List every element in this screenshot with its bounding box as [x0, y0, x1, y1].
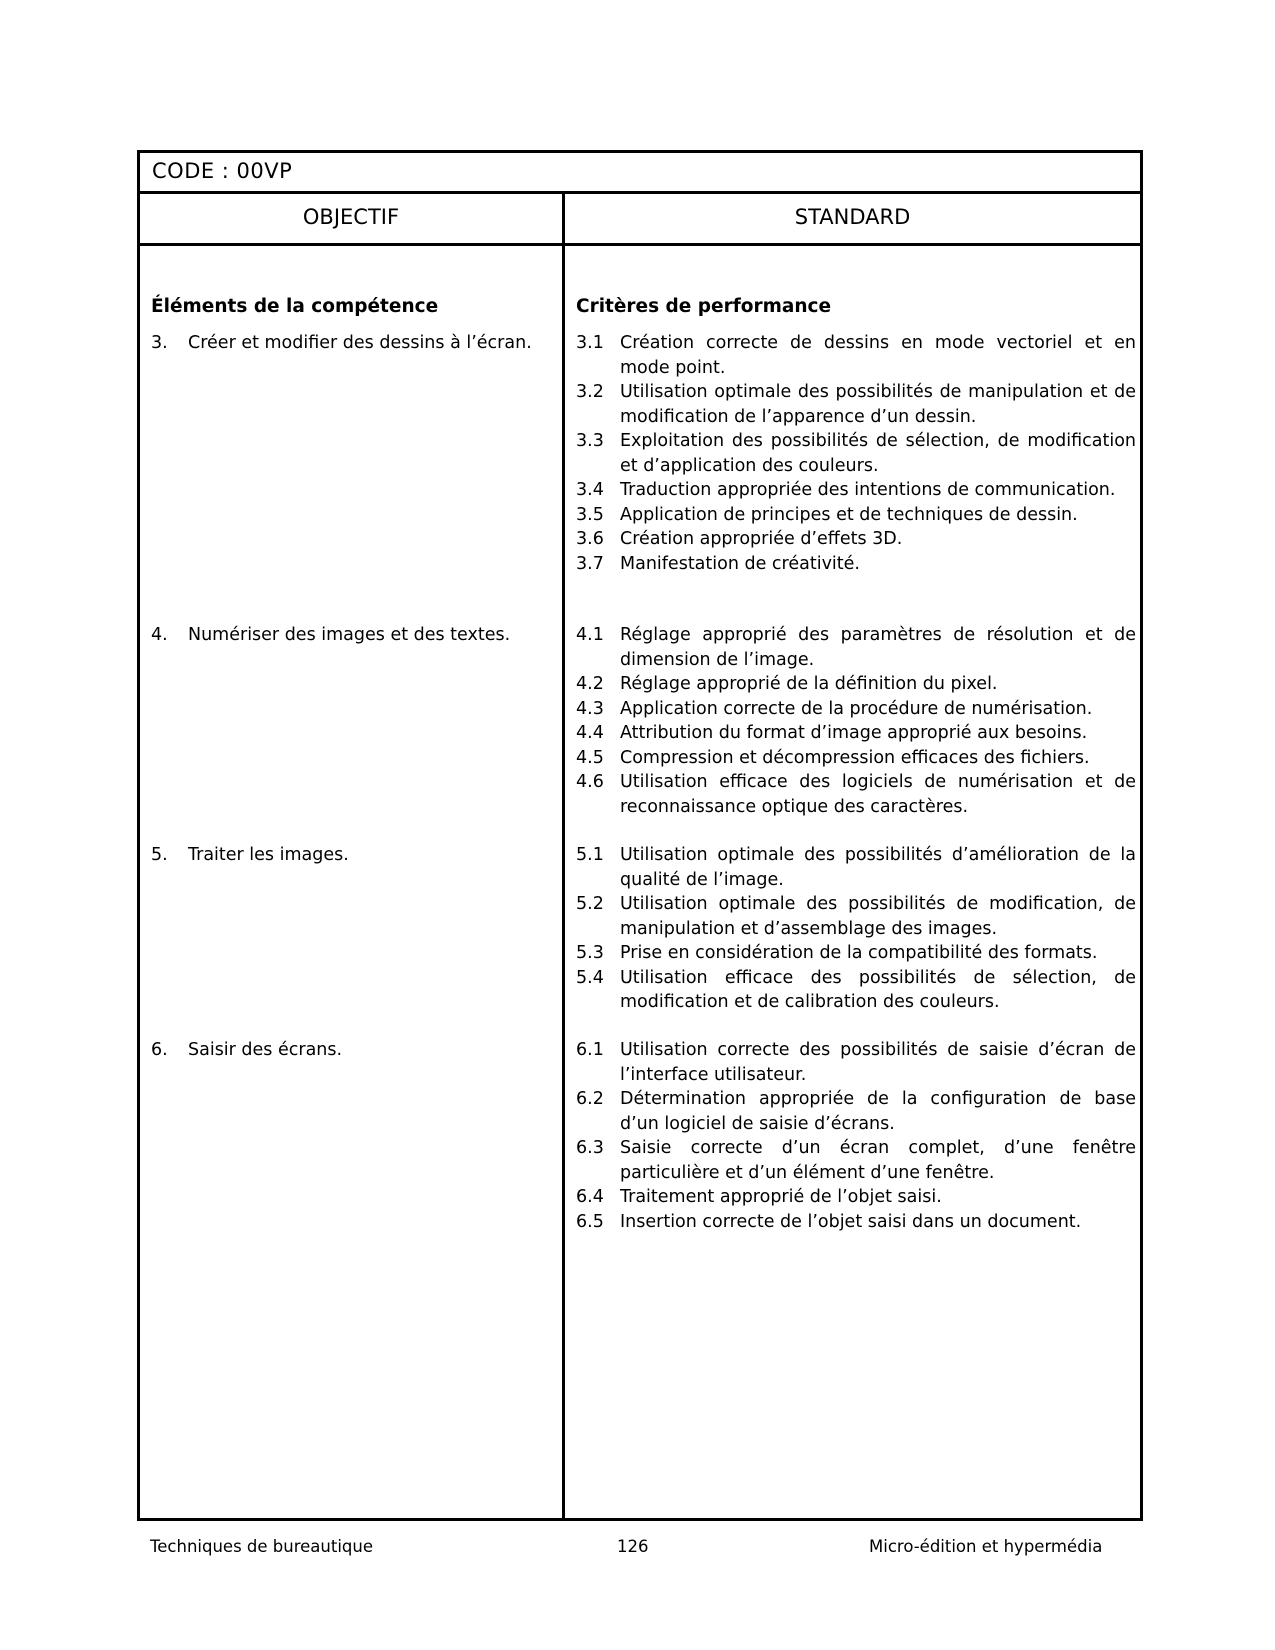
- criterion-text: Utilisation efficace des possibilités de sélection, de modification et de calibration des couleurs.: [620, 967, 1136, 1012]
- criterion-text: Application correcte de la procédure de numérisation.: [620, 698, 1093, 719]
- criterion-text: Réglage approprié de la définition du pixel.: [620, 674, 998, 694]
- criterion-item: [576, 1185, 1136, 1210]
- criterion-text: Utilisation optimale des possibilités de modification, de manipulation et d’assemblage des images.: [620, 894, 1136, 939]
- element-text: Numériser des images et des textes.: [188, 625, 511, 645]
- header-objectif: OBJECTIF: [302, 205, 400, 229]
- criterion-item: [576, 552, 1136, 577]
- criterion-text: Insertion correcte de l’objet saisi dans un document.: [620, 1211, 1082, 1232]
- criterion-number: 4.6: [576, 772, 604, 792]
- criterion-item: [576, 697, 1136, 722]
- criterion-item: [576, 843, 1136, 892]
- criterion-number: 3.6: [576, 529, 604, 549]
- criterion-number: 4.2: [576, 674, 604, 694]
- criterion-text: Saisie correcte d’un écran complet, d’une fenêtre particulière et d’un élément d’une fenêtre.: [620, 1138, 1136, 1183]
- code-row: [140, 153, 1140, 194]
- criterion-number: 6.3: [576, 1138, 604, 1158]
- footer-program: Techniques de bureautique: [150, 1537, 373, 1556]
- criterion-number: 4.4: [576, 723, 604, 743]
- criterion-text: Traduction appropriée des intentions de communication.: [620, 480, 1116, 500]
- criteria-group-3: [576, 331, 1136, 576]
- criterion-item: [576, 1087, 1136, 1136]
- criterion-item: [576, 672, 1136, 697]
- criterion-number: 4.1: [576, 625, 604, 645]
- criteria-group-5: [576, 843, 1136, 1015]
- criterion-number: 6.1: [576, 1040, 604, 1060]
- criterion-text: Attribution du format d’image approprié aux besoins.: [620, 723, 1088, 743]
- element-number: 3.: [151, 333, 168, 353]
- criterion-item: [576, 380, 1136, 429]
- criterion-number: 3.5: [576, 504, 604, 525]
- criterion-number: 5.1: [576, 845, 604, 865]
- element-number: 6.: [151, 1040, 168, 1060]
- criterion-number: 3.4: [576, 480, 604, 500]
- criterion-text: Application de principes et de techniques de dessin.: [620, 504, 1078, 525]
- left-section-title: Éléments de la compétence: [151, 296, 439, 317]
- criterion-item: [576, 1210, 1136, 1235]
- criterion-text: Réglage approprié des paramètres de résolution et de dimension de l’image.: [620, 625, 1136, 670]
- criterion-text: Création correcte de dessins en mode vectoriel et en mode point.: [620, 333, 1136, 378]
- criterion-number: 5.3: [576, 943, 604, 963]
- criterion-item: [576, 770, 1136, 819]
- criterion-item: [576, 623, 1136, 672]
- criterion-text: Compression et décompression efficaces des fichiers.: [620, 747, 1090, 768]
- criterion-item: [576, 503, 1136, 528]
- criterion-item: [576, 331, 1136, 380]
- criterion-text: Utilisation correcte des possibilités de saisie d’écran de l’interface utilisateur.: [620, 1040, 1136, 1085]
- criterion-number: 6.4: [576, 1187, 604, 1207]
- criteria-group-4: [576, 623, 1136, 819]
- criterion-number: 4.5: [576, 747, 604, 768]
- criterion-number: 3.2: [576, 382, 604, 402]
- criterion-number: 6.2: [576, 1089, 604, 1109]
- criterion-text: Prise en considération de la compatibilité des formats.: [620, 943, 1098, 963]
- header-standard: STANDARD: [794, 205, 911, 229]
- criterion-number: 5.4: [576, 967, 604, 988]
- criterion-item: [576, 746, 1136, 771]
- element-number: 5.: [151, 845, 168, 865]
- code-label: CODE : 00VP: [152, 159, 293, 183]
- criterion-text: Utilisation efficace des logiciels de numérisation et de reconnaissance optique des caractères.: [620, 772, 1136, 817]
- criterion-item: [576, 892, 1136, 941]
- criterion-item: [576, 478, 1136, 503]
- criterion-text: Utilisation optimale des possibilités de manipulation et de modification de l’apparence d’un dessin.: [620, 382, 1136, 427]
- criterion-item: [576, 1038, 1136, 1087]
- criterion-number: 3.3: [576, 431, 604, 451]
- criterion-item: [576, 721, 1136, 746]
- criterion-item: [576, 1136, 1136, 1185]
- criterion-text: Traitement approprié de l’objet saisi.: [620, 1187, 942, 1207]
- criterion-number: 3.1: [576, 333, 604, 353]
- element-text: Saisir des écrans.: [188, 1040, 343, 1060]
- criterion-item: [576, 966, 1136, 1015]
- criterion-number: 4.3: [576, 698, 604, 719]
- criterion-item: [576, 429, 1136, 478]
- header-row: [140, 194, 1140, 246]
- criterion-text: Détermination appropriée de la configuration de base d’un logiciel de saisie d’écrans.: [620, 1089, 1136, 1134]
- column-divider: [562, 194, 565, 1518]
- footer-page-number: 126: [617, 1537, 649, 1556]
- element-text: Traiter les images.: [188, 845, 349, 865]
- footer-module: Micro-édition et hypermédia: [869, 1537, 1103, 1556]
- competency-table: [137, 150, 1143, 1521]
- criterion-text: Exploitation des possibilités de sélection, de modification et d’application des couleurs.: [620, 431, 1136, 476]
- element-number: 4.: [151, 625, 168, 645]
- element-text: Créer et modifier des dessins à l’écran.: [188, 333, 532, 353]
- criterion-item: [576, 941, 1136, 966]
- criterion-number: 6.5: [576, 1211, 604, 1232]
- criterion-number: 5.2: [576, 894, 604, 914]
- criterion-text: Utilisation optimale des possibilités d’amélioration de la qualité de l’image.: [620, 845, 1136, 890]
- criterion-number: 3.7: [576, 553, 604, 574]
- criterion-item: [576, 527, 1136, 552]
- right-section-title: Critères de performance: [576, 296, 832, 317]
- criterion-text: Manifestation de créativité.: [620, 553, 860, 574]
- criteria-group-6: [576, 1038, 1136, 1234]
- criterion-text: Création appropriée d’effets 3D.: [620, 529, 903, 549]
